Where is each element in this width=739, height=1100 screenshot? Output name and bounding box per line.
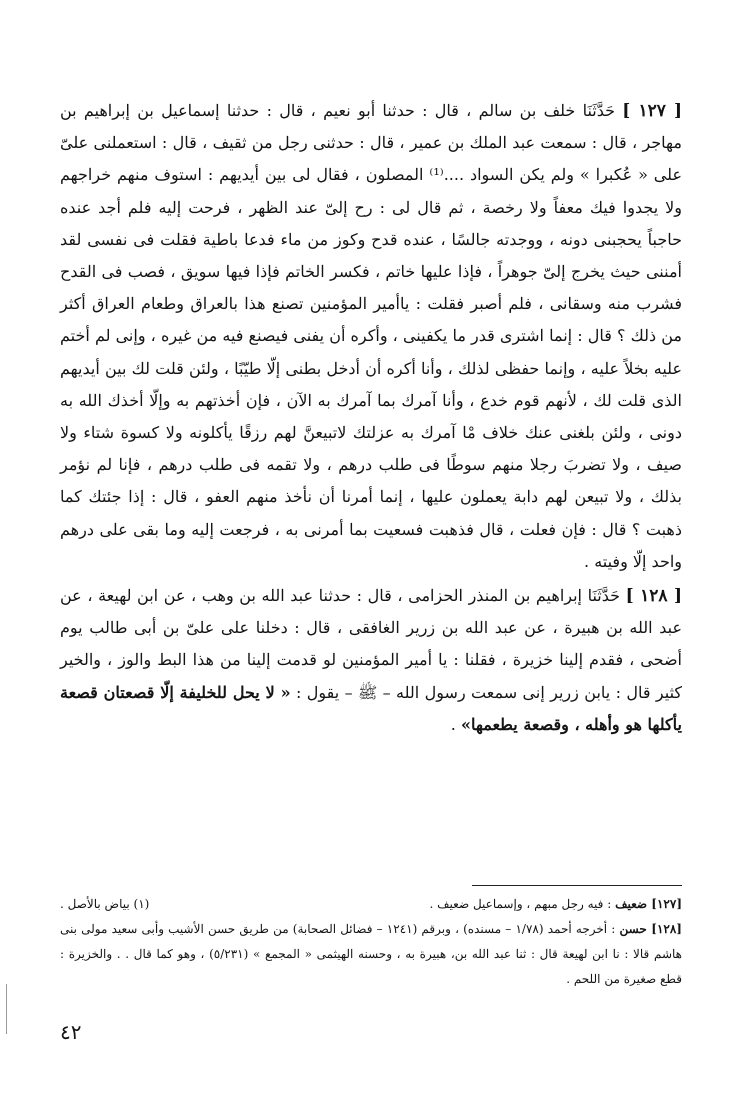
- text-line: إبراهيم بن مهاجر ، قال : سمعت عبد الملك بن عمير ، قال : حدثنى رجل من: [60, 101, 683, 153]
- text-line: حَدَّثَنَا خلف بن سالم ، قال : حدثنا أبو نعيم ، قال : حدثنا إسماعيل بن: [137, 101, 616, 120]
- text-line: لو قدمت إلينا من هذا البط والوز ، والخير كثير قال : يابن زرير إنى سمعت رسول: [60, 650, 683, 702]
- text-line: وطعام العراق أكثر من ذلك ؟ قال : إنما اشترى قدر ما يكفينى ، وأكره أن يفنى: [60, 294, 683, 346]
- text-line: شتاء ولا صيف ، ولا تضربَ رجلا منهم سوطًا فى طلب درهم ، ولا تقمه فى: [60, 423, 683, 475]
- footnote-text: : أخرجه أحمد (١/٧٨ – مسنده) ، وبرقم (١٢٤١ – فضائل الصحابة) من طريق حسن الأشيب وأبى سعيد مولى بنى هاشم قالا : نا ابن لهيعة قال : ثنا عبد الله بن، هبيرة به ، وحسنه الهيثمى « المجمع » (٥/٢٣١) ، وهو كما قال . . والخزيرة : قطع صغيرة من اللحم .: [60, 922, 682, 986]
- text-line: فسعيت بما أمرنى به ، فرجعت إليه وما بقى على درهم واحد إلّا وفيته .: [60, 519, 682, 571]
- text-line: ووجدته جالسًا ، عنده قدح وكوز من ماء فدعا باطية فقلت فى نفسى لقد أمننى: [60, 229, 682, 282]
- text-line: قال لى : رح إلىّ عند الظهر ، فرحت إليه فلم أجد عنده حاجباً يحجبنى دونه ،: [60, 197, 683, 249]
- text-line: الله – ﷺ – يقول :: [290, 682, 420, 702]
- margin-line: [6, 984, 7, 1034]
- text-line: حَدَّثَنَا إبراهيم بن المنذر الحزامى ، قال : حدثنا عبد الله بن وهب ، عن: [163, 586, 621, 606]
- footnote-label: [١٢٨] حسن: [619, 922, 682, 936]
- text-line: حيث يخرج إلىّ جوهراً ، فإذا عليها خاتم ، فكسر الخاتم فإذا فيها سويق ، فصب: [127, 262, 641, 282]
- text-line: أن نأخذ منهم العفو ، قال : إذا جئتك كما ذهبت ؟ قال : فإن فعلت ، قال فذهبت: [60, 487, 682, 539]
- footnote-1: (١) بياض بالأصل .: [60, 897, 150, 911]
- hadith-quote: « لا يحل للخليفة إلّا قصعتان قصعة يأكلها هو وأهله ، وقصعة يطعمها»: [60, 682, 682, 734]
- footnotes: [60, 892, 682, 992]
- text-line: ابن لهيعة ، عن عبد الله بن هبيرة ، عن عبد الله بن زرير الغافقى ، قال : دخلنا: [60, 586, 682, 638]
- text-line: خدع ، وأنا آمرك بما آمرك به الآن ، فإن أخذتهم به وإلّا أخذك الله به دونى ،: [60, 390, 682, 443]
- footnote-divider: [472, 885, 682, 886]
- text-line: فيصنع فيه من غيره ، وإنى لم أختم عليه بخلاً عليه ، وإنما حفظى لذلك ، وأنا أكره: [60, 326, 683, 378]
- footnote-text: : فيه رجل مبهم ، وإسماعيل ضعيف .: [429, 897, 616, 911]
- main-text: [60, 95, 682, 741]
- entry-number: [ ١٢٨ ]: [625, 586, 682, 607]
- text-line: ولئن بلغنى عنك خلاف مْا آمرك به عزلتك لاتبيعنَّ لهم رزقًا يأكلونه ولا كسوة: [120, 423, 632, 443]
- text-line: فى القدح فشرب منه وسقانى ، فلم أصبر فقلت : ياأمير المؤمنين تصنع هذا بالعراق: [60, 262, 683, 314]
- text-line: فقال لى بين أيديهم : استوف منهم خراجهم ولا يجدوا فيك معفاً ولا رخصة ، ثم: [60, 165, 682, 217]
- page-number: ٤٢: [60, 1020, 82, 1044]
- hadith-entry-128: [60, 580, 682, 741]
- entry-number: [ ١٢٧ ]: [622, 101, 682, 121]
- text-line: أن أدخل بطنى إلّا طيّبًا ، ولئن قلت لك بين أيديهم الذى قلت لك ، لأنهم قوم: [60, 358, 683, 410]
- text-line: ثقيف ، قال : استعملنى علىّ على « عُكبرا » ولم يكن السواد ....⁽¹⁾ المصلون ،: [60, 133, 682, 185]
- text-line: على علىّ بن أبى طالب يوم أضحى ، فقدم إلينا خزيرة ، فقلنا : يا أمير المؤمنين: [60, 618, 683, 670]
- footnote-128: [60, 917, 682, 992]
- hadith-entry-127: [60, 95, 682, 578]
- text-line: طلب درهم ، فإنا لم نؤمر بذلك ، ولا تبيعن لهم دابة يعملون عليها ، إنما أمرنا: [60, 455, 683, 507]
- text-line: .: [450, 714, 461, 734]
- footnote-label: [١٢٧] ضعيف: [615, 897, 682, 911]
- footnote-127: [60, 892, 682, 917]
